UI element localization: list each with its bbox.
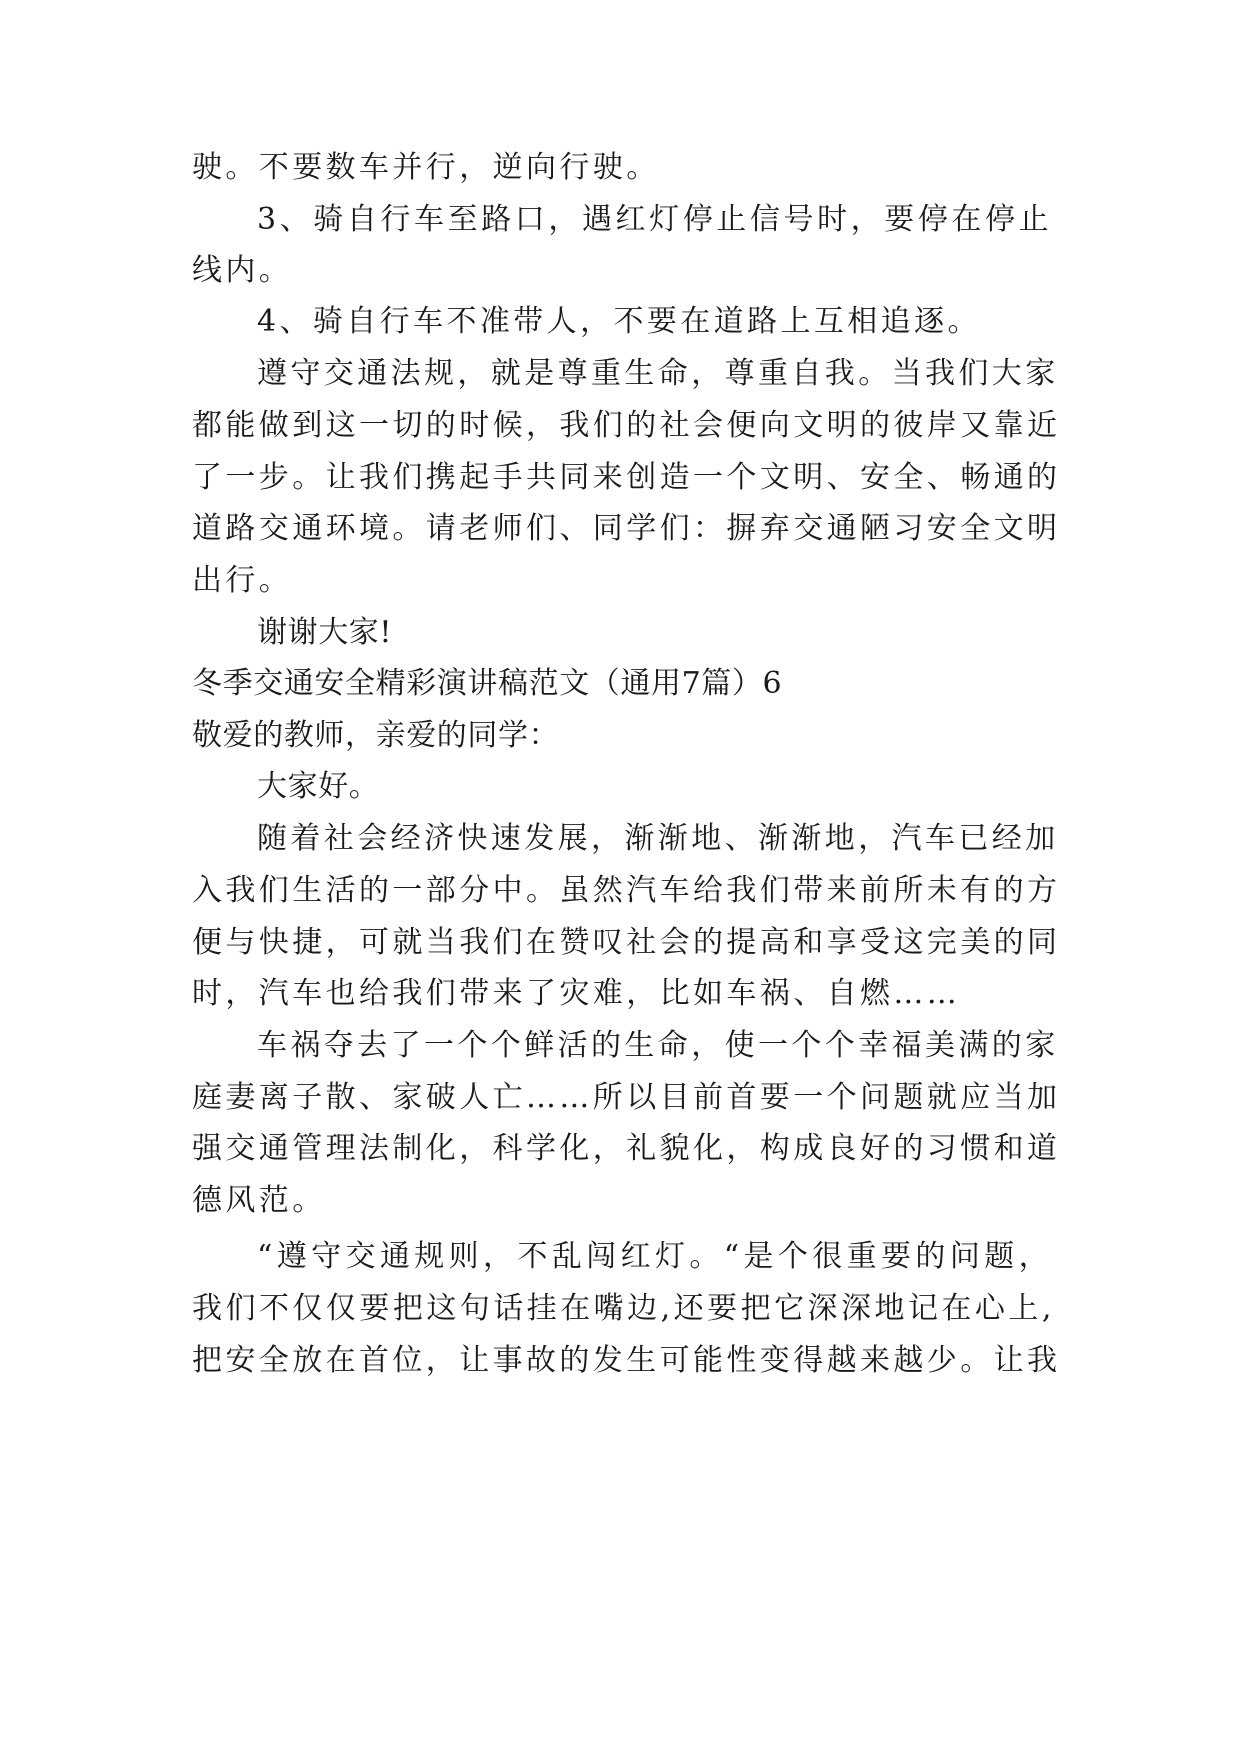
text-line: 遵守交通法规，就是尊重生命，尊重自我。当我们大家	[257, 356, 1059, 391]
section-heading: 冬季交通安全精彩演讲稿范文（通用7篇）6	[192, 666, 783, 701]
text-line: 我们不仅仅要把这句话挂在嘴边,还要把它深深地记在心上,	[192, 1291, 1052, 1326]
text-line: 德风范。	[192, 1183, 326, 1218]
text-line: 把安全放在首位，让事故的发生可能性变得越来越少。让我	[192, 1343, 1061, 1378]
text-line: 谢谢大家!	[257, 615, 393, 650]
text-line: 道路交通环境。请老师们、同学们：摒弃交通陋习安全文明	[192, 511, 1061, 546]
text-line: 线内。	[192, 253, 293, 288]
text-line: 车祸夺去了一个个鲜活的生命，使一个个幸福美满的家	[257, 1028, 1059, 1063]
text-line: 出行。	[192, 563, 293, 598]
text-line: 了一步。让我们携起手共同来创造一个文明、安全、畅通的	[192, 460, 1061, 495]
text-line: 敬爱的教师，亲爱的同学：	[192, 718, 560, 753]
text-line: 随着社会经济快速发展，渐渐地、渐渐地，汽车已经加	[257, 821, 1059, 856]
text-line: 庭妻离子散、家破人亡……所以目前首要一个问题就应当加	[192, 1080, 1061, 1115]
text-line: 便与快捷，可就当我们在赞叹社会的提高和享受这完美的同	[192, 925, 1061, 960]
text-line: 大家好。	[257, 769, 380, 804]
text-line: 3、骑自行车至路口，遇红灯停止信号时，要停在停止	[257, 202, 1052, 237]
text-line: 4、骑自行车不准带人，不要在道路上互相追逐。	[257, 304, 981, 339]
text-line: 时，汽车也给我们带来了灾难，比如车祸、自燃……	[192, 976, 961, 1011]
text-line: 驶。不要数车并行，逆向行驶。	[192, 150, 660, 185]
text-line: “遵守交通规则，不乱闯红灯。“是个很重要的问题，	[257, 1239, 1052, 1274]
text-line: 入我们生活的一部分中。虽然汽车给我们带来前所未有的方	[192, 873, 1061, 908]
text-line: 都能做到这一切的时候，我们的社会便向文明的彼岸又靠近	[192, 408, 1061, 443]
text-line: 强交通管理法制化，科学化，礼貌化，构成良好的习惯和道	[192, 1131, 1061, 1166]
